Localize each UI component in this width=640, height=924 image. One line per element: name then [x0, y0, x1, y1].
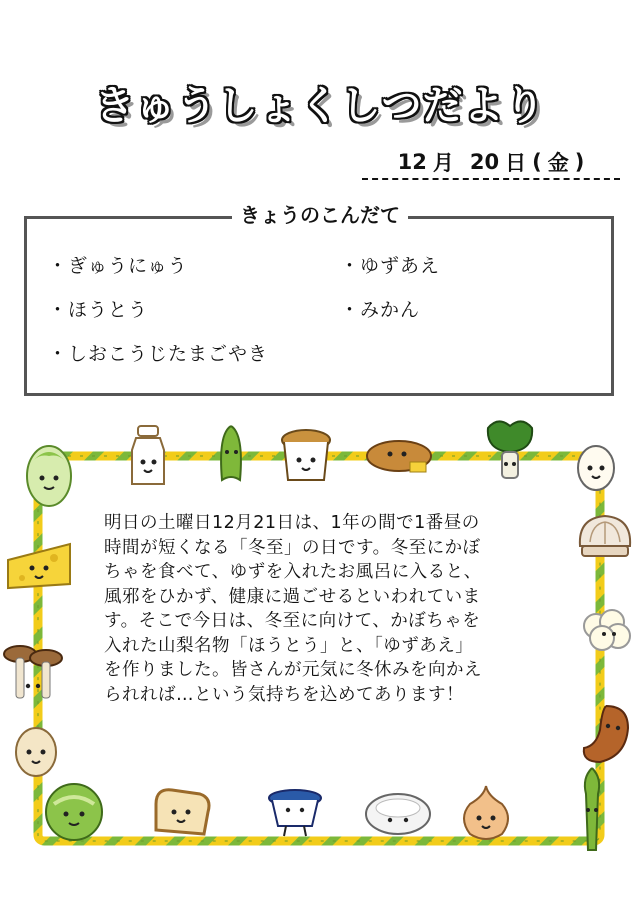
date-line — [362, 146, 620, 180]
toast-character-icon — [150, 784, 214, 838]
milk-bottle-character-icon — [126, 424, 170, 488]
okra-character-icon — [214, 424, 248, 482]
menu-item: ・ゆずあえ — [340, 255, 441, 277]
menu-item: ・みかん — [340, 299, 421, 321]
egg-character-icon — [574, 440, 618, 492]
menu-heading: きょうのこんだて — [232, 200, 408, 230]
spinach-character-icon — [482, 412, 538, 482]
natto-character-icon — [278, 426, 334, 484]
date-month-unit: 月 — [432, 151, 454, 175]
shimeji-character-icon — [0, 640, 66, 706]
yogurt-character-icon — [266, 786, 324, 838]
menu-item: ・ほうとう — [48, 299, 149, 321]
weekday-close: ) — [574, 150, 585, 174]
menu-item: ・しおこうじたまごやき — [48, 343, 269, 365]
sausage-character-icon — [576, 700, 634, 766]
rice-bowl-character-icon — [362, 790, 434, 842]
page-title: きゅうしょくしつだより — [94, 83, 546, 129]
date-day: 20 — [469, 150, 500, 174]
potato-character-icon — [12, 724, 60, 780]
lettuce-character-icon — [22, 440, 76, 510]
bread-character-icon — [364, 438, 434, 474]
clam-character-icon — [574, 512, 636, 562]
asparagus-character-icon — [572, 764, 612, 856]
menu-item: ・ぎゅうにゅう — [48, 255, 188, 277]
cheese-character-icon — [4, 536, 74, 592]
date-weekday: 金 — [547, 151, 569, 175]
date-day-unit: 日 — [505, 151, 527, 175]
cauliflower-character-icon — [578, 606, 634, 658]
onion-character-icon — [458, 782, 514, 844]
cabbage-character-icon — [40, 780, 108, 842]
message-text: 明日の土曜日12月21日は、1年の間で1番昼の 時間が短くなる「冬至」の日です。冬至にかぼ ちゃを食べて、ゆずを入れたお風呂に入ると、 風邪をひかず、健康に過ごせるといわれていま す。そこで今日は、冬至に向けて、かぼちゃを 入れた山梨名物「ほうとう」と、「ゆずあえ」 を作りました。皆さんが元気に冬休みを向かえ られれば…という気持ちを込めてあります！ — [104, 513, 482, 705]
date-month: 12 — [397, 150, 427, 174]
weekday-open: ( — [532, 150, 542, 174]
